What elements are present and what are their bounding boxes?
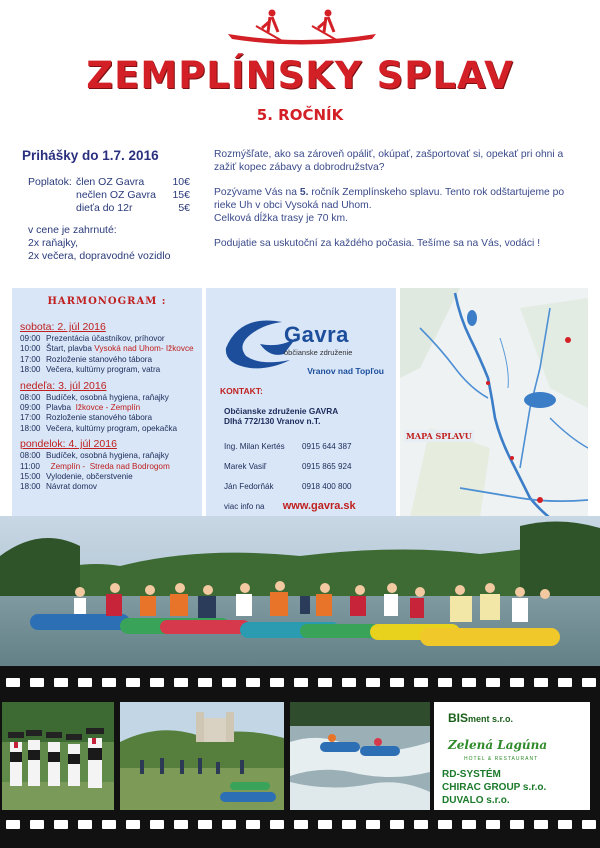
film-hole	[174, 678, 188, 687]
film-hole	[78, 678, 92, 687]
contact-row	[224, 456, 352, 476]
film-holes-top	[0, 678, 600, 692]
included-title: v cene je zahrnuté:	[28, 224, 117, 236]
schedule-time: 11:00	[20, 461, 40, 471]
page-title: ZEMPLÍNSKY SPLAV	[86, 54, 514, 97]
film-hole	[438, 820, 452, 829]
film-strip	[0, 666, 600, 848]
fee-amount: 5€	[178, 202, 190, 214]
schedule-list	[20, 334, 194, 376]
photo-rapids	[290, 702, 430, 810]
film-hole	[150, 678, 164, 687]
schedule-day: pondelok: 4. júl 2016	[20, 438, 117, 451]
schedule-text: Plavba Ižkovce - Zemplín	[46, 403, 141, 413]
included-item: 2x večera, dopravodné vozidlo	[28, 250, 171, 262]
film-hole	[126, 678, 140, 687]
schedule-row	[20, 334, 194, 344]
schedule-time: 18:00	[20, 365, 41, 375]
fee-amount: 15€	[172, 189, 190, 201]
sponsor-laguna-subtitle: HOTEL & RESTAURANT	[464, 756, 539, 762]
schedule-time: 15:00	[20, 472, 41, 482]
schedule-text: Návrat domov	[46, 482, 97, 492]
schedule-row	[20, 424, 194, 434]
schedule-text: Budíček, osobná hygiena, raňajky	[46, 392, 169, 402]
map-label: MAPA SPLAVU	[406, 431, 472, 441]
harmonogram-days	[20, 321, 194, 493]
photo-castle-shore	[120, 702, 284, 810]
film-hole	[510, 678, 524, 687]
film-hole	[366, 678, 380, 687]
film-hole	[558, 678, 572, 687]
contact-phone[interactable]: 0915 644 387	[302, 441, 352, 451]
contact-name: Marek Vasiľ	[224, 461, 267, 471]
film-hole	[6, 820, 20, 829]
film-hole	[414, 678, 428, 687]
film-hole	[294, 820, 308, 829]
schedule-row	[20, 451, 194, 461]
schedule-row	[20, 355, 194, 365]
more-info-label: viac info na	[224, 502, 265, 511]
sponsor-name: DUVALO s.r.o.	[442, 795, 510, 806]
schedule-text: Budíček, osobná hygiena, raňajky	[46, 451, 169, 461]
schedule-row	[20, 482, 194, 492]
film-hole	[102, 678, 116, 687]
film-hole	[150, 820, 164, 829]
organizer-name: Gavra	[284, 322, 349, 347]
intro-paragraph: Rozmýšľate, ako sa zároveň opáliť, okúpať, zašportovať si, opekať pri ohni a zažiť kopec zábavy a dobrodružstva?	[214, 149, 564, 173]
schedule-day: nedeľa: 3. júl 2016	[20, 379, 107, 392]
schedule-time: 18:00	[20, 423, 41, 433]
contact-heading: KONTAKT:	[220, 386, 263, 396]
org-line: Dlhá 772/130 Vranov n.T.	[224, 416, 321, 426]
film-hole	[54, 678, 68, 687]
fee-row	[28, 189, 190, 202]
film-hole	[438, 678, 452, 687]
rapids-image	[290, 702, 430, 810]
film-hole	[198, 678, 212, 687]
fee-who: člen OZ Gavra	[76, 176, 145, 188]
website-link[interactable]: www.gavra.sk	[282, 500, 356, 512]
schedule-day: sobota: 2. júl 2016	[20, 321, 106, 333]
fee-list	[28, 176, 190, 215]
film-hole	[558, 820, 572, 829]
sponsor-name: CHIRAC GROUP s.r.o.	[442, 782, 547, 793]
organizer-address	[224, 406, 338, 426]
canoe-logo-icon	[222, 6, 382, 48]
film-hole	[126, 820, 140, 829]
schedule-row	[20, 462, 194, 472]
film-hole	[78, 820, 92, 829]
organizer-panel	[206, 288, 396, 518]
film-hole	[582, 820, 596, 829]
schedule-list	[20, 393, 194, 435]
film-hole	[390, 820, 404, 829]
film-hole	[414, 820, 428, 829]
schedule-text: Večera, kultúrny program, vatra	[46, 365, 161, 375]
schedule-time: 09:00	[20, 403, 41, 413]
film-hole	[54, 820, 68, 829]
film-hole	[222, 820, 236, 829]
contact-row	[224, 476, 352, 496]
schedule-route: Zemplín - Streda nad Bodrogom	[50, 461, 170, 471]
schedule-text: Vylodenie, občerstvenie	[46, 472, 133, 482]
film-hole	[534, 820, 548, 829]
film-hole	[174, 820, 188, 829]
film-hole	[6, 678, 20, 687]
registration-deadline: Prihášky do 1.7. 2016	[22, 148, 159, 163]
contact-name: Ing. Milan Kertés	[224, 441, 285, 451]
sponsors-frame	[434, 702, 590, 810]
film-hole	[270, 678, 284, 687]
film-hole	[198, 820, 212, 829]
sponsor-list	[442, 768, 546, 807]
harmonogram-panel	[12, 288, 202, 518]
sponsor-bisment: BISment s.r.o.	[448, 711, 514, 725]
schedule-time: 09:00	[20, 334, 41, 343]
schedule-row	[20, 344, 194, 354]
schedule-time: 17:00	[20, 413, 41, 423]
group-photo-image	[0, 516, 600, 676]
schedule-row	[20, 403, 194, 413]
schedule-time: 18:00	[20, 482, 41, 492]
organizer-subtitle: občianske združenie	[284, 348, 353, 357]
film-hole	[30, 678, 44, 687]
schedule-route: Ižkovce - Zemplín	[75, 403, 141, 413]
sponsor-zelena-laguna: Zelená Lagúna	[448, 738, 548, 752]
contact-phone[interactable]: 0918 400 800	[302, 481, 352, 491]
organizer-city: Vranov nad Topľou	[307, 366, 384, 376]
film-hole	[534, 678, 548, 687]
schedule-time: 10:00	[20, 344, 41, 354]
film-hole	[246, 820, 260, 829]
castle-shore-image	[120, 702, 284, 810]
film-hole	[486, 678, 500, 687]
film-hole	[510, 820, 524, 829]
edition-label: 5. ROČNÍK	[256, 106, 344, 124]
film-hole	[294, 678, 308, 687]
river-map-image	[400, 288, 588, 518]
schedule-text: Rozloženie stanového tábora	[46, 413, 153, 423]
schedule-row	[20, 472, 194, 482]
included-list	[28, 224, 170, 263]
schedule-time: 17:00	[20, 354, 41, 364]
fee-row	[28, 202, 190, 215]
schedule-text: Rozloženie stanového tábora	[46, 354, 153, 364]
contact-phone[interactable]: 0915 865 924	[302, 461, 352, 471]
film-hole	[30, 820, 44, 829]
fee-label: Poplatok:	[28, 176, 72, 188]
schedule-text: Večera, kultúrny program, opekačka	[46, 423, 178, 433]
schedule-row	[20, 365, 194, 375]
fee-who: dieťa do 12r	[76, 202, 133, 214]
film-hole	[366, 820, 380, 829]
fee-who: nečlen OZ Gavra	[76, 189, 156, 201]
schedule-row	[20, 413, 194, 423]
intro-text	[214, 148, 586, 262]
film-holes-bottom	[0, 820, 600, 834]
film-hole	[342, 820, 356, 829]
schedule-route: Vysoká nad Uhom- Ižkovce	[94, 344, 194, 354]
intro-paragraph: Pozývame Vás na 5. ročník Zemplínskeho splavu. Tento rok odštartujeme po rieke Uh v obci Vysoká nad Uhom. Celková dĺžka trasy je 70 km.	[214, 187, 565, 224]
map-panel	[400, 288, 588, 518]
more-info	[224, 500, 356, 512]
schedule-time: 08:00	[20, 451, 41, 461]
film-hole	[462, 820, 476, 829]
contact-row	[224, 436, 352, 456]
schedule-list	[20, 451, 194, 493]
contact-name: Ján Fedorňák	[224, 481, 274, 491]
fee-row	[28, 176, 190, 189]
film-hole	[318, 678, 332, 687]
fee-amount: 10€	[172, 176, 190, 188]
schedule-text	[46, 462, 170, 472]
schedule-row	[20, 393, 194, 403]
intro-paragraph: Podujatie sa uskutoční za každého počasia. Tešíme sa na Vás, vodáci !	[214, 238, 541, 249]
film-hole	[486, 820, 500, 829]
photo-folk-dancers	[2, 702, 114, 810]
included-item: 2x raňajky,	[28, 237, 78, 249]
film-hole	[246, 678, 260, 687]
film-hole	[102, 820, 116, 829]
film-hole	[318, 820, 332, 829]
org-line: Občianske združenie GAVRA	[224, 406, 339, 416]
schedule-text: Prezentácia účastníkov, príhovor	[46, 334, 165, 343]
film-hole	[582, 678, 596, 687]
contact-people	[224, 436, 352, 496]
film-hole	[462, 678, 476, 687]
sponsor-name: RD-SYSTÉM	[442, 769, 501, 780]
film-hole	[342, 678, 356, 687]
schedule-time: 08:00	[20, 392, 41, 402]
film-hole	[390, 678, 404, 687]
harmonogram-title: HARMONOGRAM :	[47, 296, 167, 307]
film-hole	[270, 820, 284, 829]
schedule-text: Štart, plavba Vysoká nad Uhom- Ižkovce	[46, 344, 194, 354]
film-hole	[222, 678, 236, 687]
folk-dancers-image	[2, 702, 114, 810]
